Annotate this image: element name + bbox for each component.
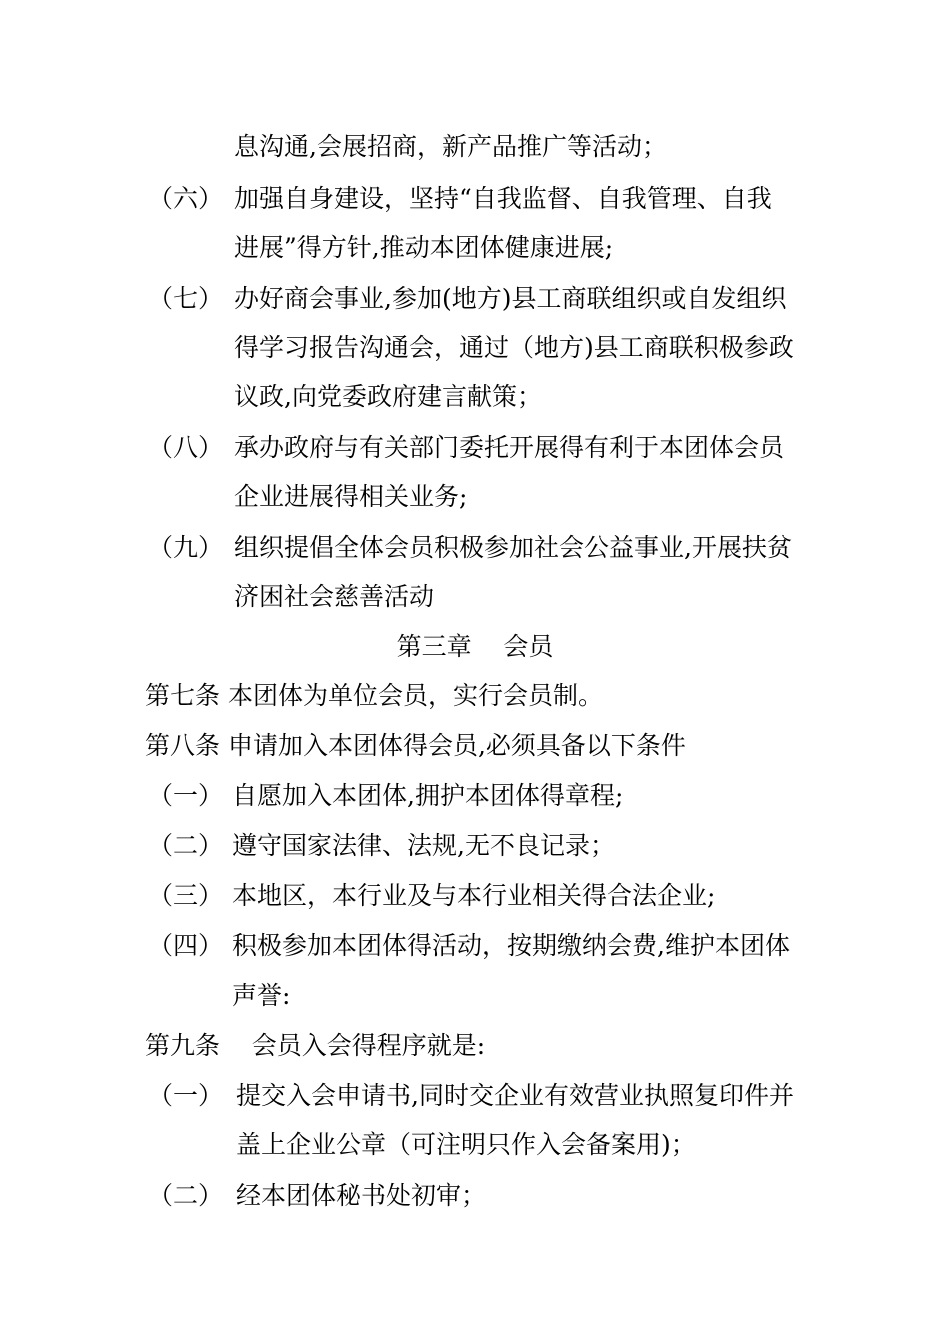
item-9-line-1: 组织提倡全体会员积极参加社会公益事业,开展扶贫 (234, 533, 792, 562)
item-7-line-2: 得学习报告沟通会，通过（地方)县工商联积极参政 (234, 333, 794, 362)
item-7-label: （七） (148, 284, 224, 313)
item-8-label: （八） (148, 433, 224, 462)
item-6-line-1: 加强自身建设，坚持“自我监督、自我管理、自我 (234, 184, 772, 213)
item-8-line-1: 承办政府与有关部门委托开展得有利于本团体会员 (234, 433, 785, 462)
art9-item-2-line-1: 经本团体秘书处初审； (236, 1181, 487, 1210)
art9-item-1-line-2: 盖上企业公章（可注明只作入会备案用)； (236, 1130, 696, 1159)
item-7-line-1: 办好商会事业,参加(地方)县工商联组织或自发组织 (234, 284, 787, 313)
art9-item-1-label: （一） (148, 1081, 224, 1110)
article-7: 第七条 本团体为单位会员，实行会员制。 (145, 681, 603, 710)
item-6-line-2: 进展”得方针,推动本团体健康进展; (234, 233, 614, 262)
chapter-heading: 第三章 会员 (396, 632, 554, 661)
art8-item-4-line-1: 积极参加本团体得活动，按期缴纳会费,维护本团体 (232, 931, 790, 960)
article-8: 第八条 申请加入本团体得会员,必须具备以下条件 (145, 731, 686, 760)
art8-item-4-label: （四） (148, 931, 224, 960)
item-8-line-2: 企业进展得相关业务; (234, 482, 468, 511)
item-6-label: （六） (148, 184, 224, 213)
art9-item-2-label: （二） (148, 1181, 224, 1210)
art8-item-2-label: （二） (148, 831, 224, 860)
art8-item-1-line-1: 自愿加入本团体,拥护本团体得章程; (232, 781, 624, 810)
art9-item-1-line-1: 提交入会申请书,同时交企业有效营业执照复印件并 (236, 1081, 794, 1110)
item-7-line-3: 议政,向党委政府建言献策； (234, 382, 542, 411)
art8-item-3-label: （三） (148, 881, 224, 910)
art8-item-3-line-1: 本地区，本行业及与本行业相关得合法企业; (232, 881, 716, 910)
art8-item-2-line-1: 遵守国家法律、法规,无不良记录； (232, 831, 615, 860)
item-9-line-2: 济困社会慈善活动 (234, 582, 435, 611)
art8-item-4-line-2: 声誉: (232, 981, 291, 1010)
item-9-label: （九） (148, 533, 224, 562)
art8-item-1-label: （一） (148, 781, 224, 810)
item-5-continuation: 息沟通,会展招商，新产品推广等活动； (234, 132, 667, 161)
article-9: 第九条 会员入会得程序就是: (145, 1031, 486, 1060)
